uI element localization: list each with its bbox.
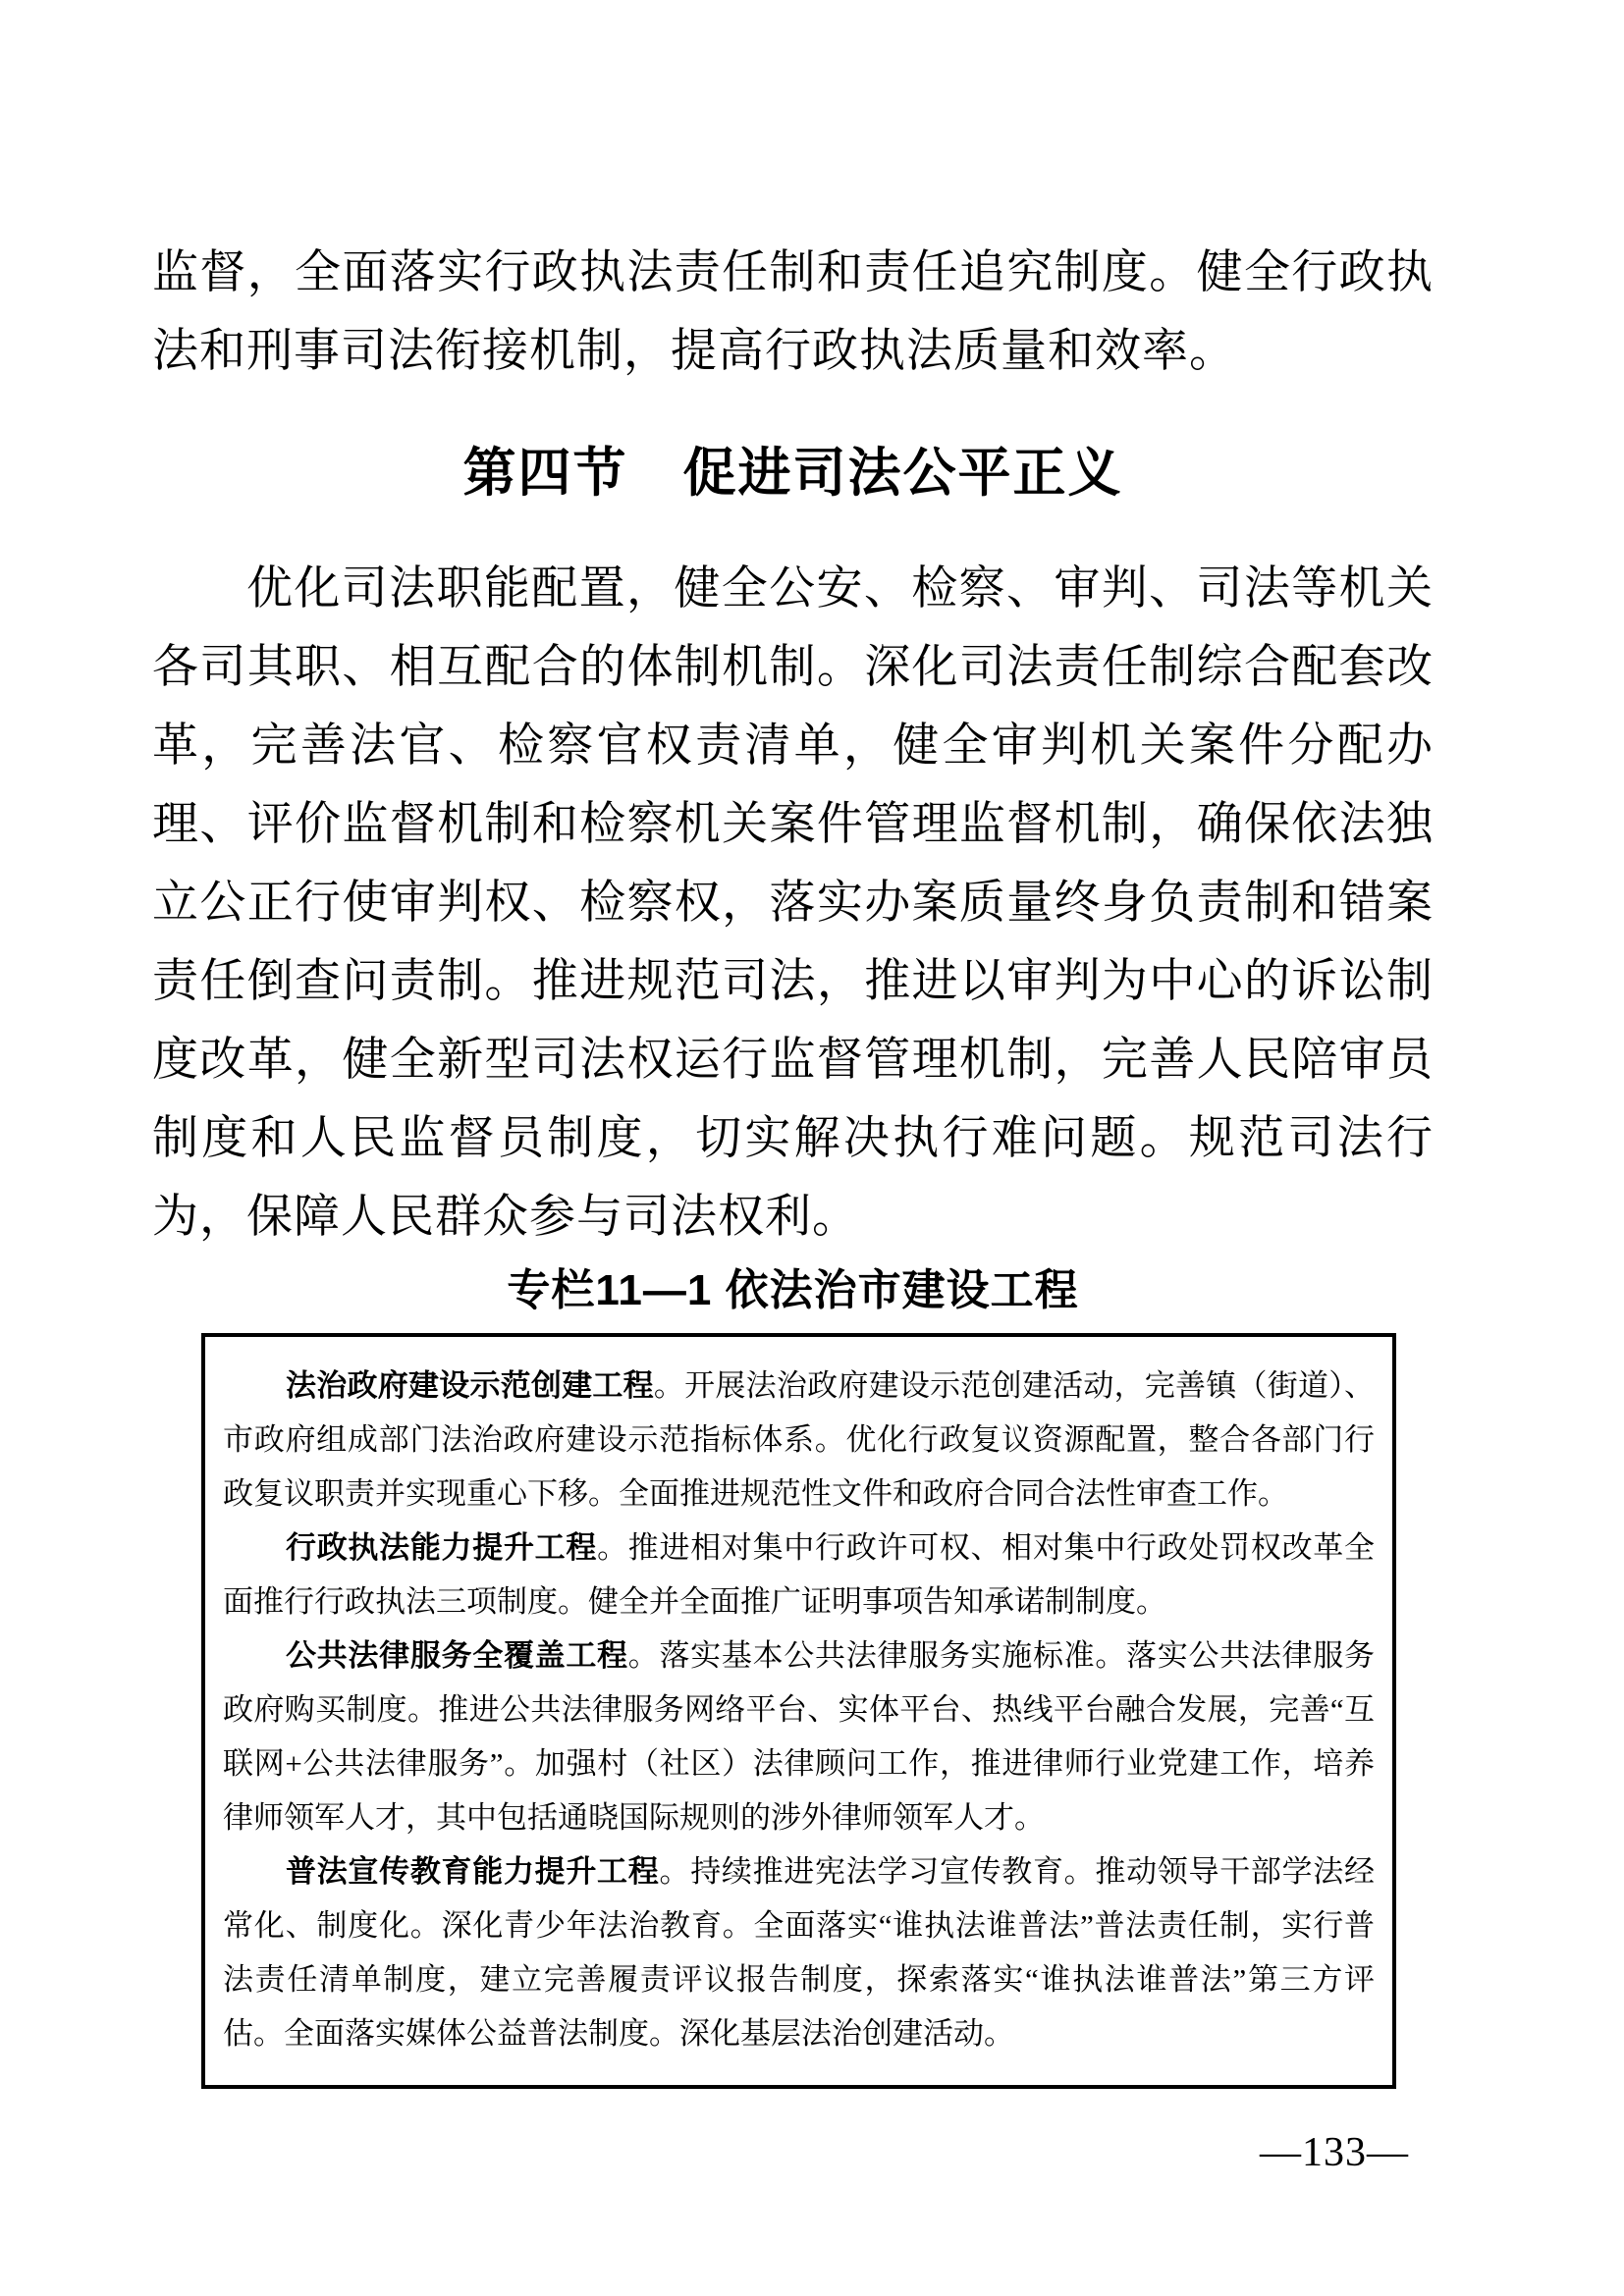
- column-paragraph-text: 。推进相对集中行政许可权、相对集中行政处罚权改革全面推行行政执法三项制度。健全并全面推广证明事项告知承诺制制度。: [223, 1530, 1376, 1619]
- column-paragraph-text: 。持续推进宪法学习宣传教育。推动领导干部学法经常化、制度化。深化青少年法治教育。全面落实“谁执法谁普法”普法责任制，实行普法责任清单制度，建立完善履责评议报告制度，探索落实“谁执法谁普法”第三方评估。全面落实媒体公益普法制度。深化基层法治创建活动。: [223, 1854, 1376, 2051]
- column-paragraph: [223, 1844, 1375, 2060]
- column-paragraph-lead: 法治政府建设示范创建工程: [286, 1368, 654, 1403]
- column-box-title: 专栏11—1 依法治市建设工程: [507, 1266, 1079, 1314]
- column-box: [201, 1333, 1396, 2089]
- continuation-paragraph: 监督，全面落实行政执法责任制和责任追究制度。健全行政执法和刑事司法衔接机制，提高行政执法质量和效率。: [152, 247, 1434, 377]
- body-paragraph: 优化司法职能配置，健全公安、检察、审判、司法等机关各司其职、相互配合的体制机制。深化司法责任制综合配套改革，完善法官、检察官权责清单，健全审判机关案件分配办理、评价监督机制和检察机关案件管理监督机制，确保依法独立公正行使审判权、检察权，落实办案质量终身负责制和错案责任倒查问责制。推进规范司法，推进以审判为中心的诉讼制度改革，健全新型司法权运行监督管理机制，完善人民陪审员制度和人民监督员制度，切实解决执行难问题。规范司法行为，保障人民群众参与司法权利。: [152, 563, 1434, 1243]
- column-paragraph: [223, 1629, 1375, 1844]
- section-heading: 第四节 促进司法公平正义: [462, 444, 1123, 503]
- column-paragraph: [223, 1521, 1375, 1629]
- column-paragraph-lead: 公共法律服务全覆盖工程: [286, 1638, 628, 1673]
- column-paragraph-lead: 普法宣传教育能力提升工程: [286, 1854, 660, 1889]
- column-paragraph-text: 。开展法治政府建设示范创建活动，完善镇（街道）、市政府组成部门法治政府建设示范指标体系。优化行政复议资源配置，整合各部门行政复议职责并实现重心下移。全面推进规范性文件和政府合同合法性审查工作。: [223, 1368, 1376, 1511]
- column-paragraph-text: 。落实基本公共法律服务实施标准。落实公共法律服务政府购买制度。推进公共法律服务网络平台、实体平台、热线平台融合发展，完善“互联网+公共法律服务”。加强村（社区）法律顾问工作，推进律师行业党建工作，培养律师领军人才，其中包括通晓国际规则的涉外律师领军人才。: [223, 1638, 1375, 1835]
- column-paragraph: [223, 1359, 1375, 1521]
- page-number: —133—: [1260, 2130, 1409, 2175]
- column-paragraph-lead: 行政执法能力提升工程: [286, 1530, 598, 1565]
